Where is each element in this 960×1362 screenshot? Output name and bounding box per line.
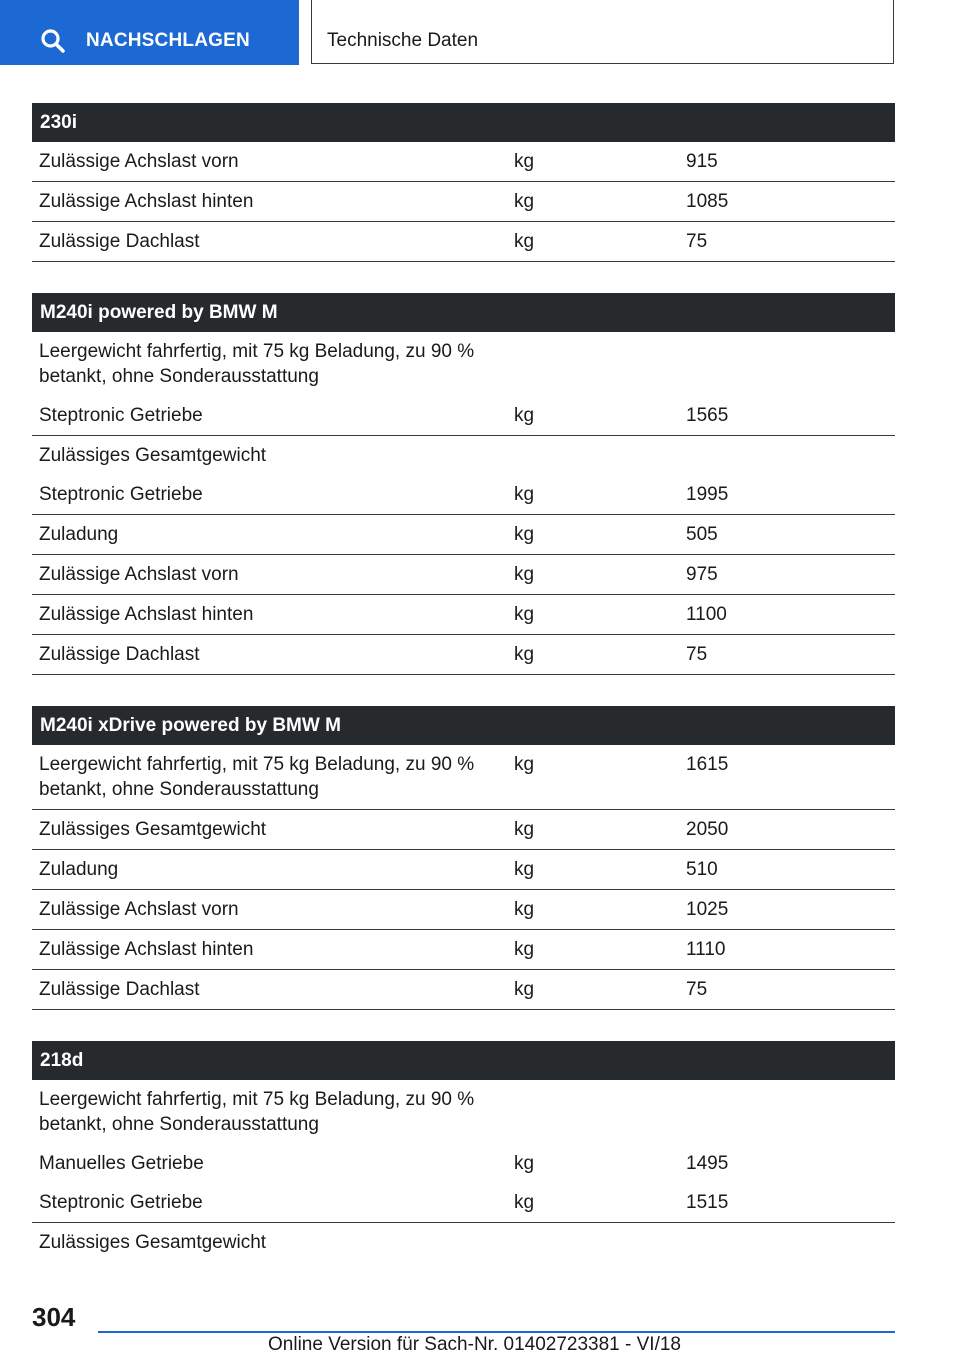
table-row (32, 745, 895, 810)
spec-table (32, 1041, 895, 1262)
row-label: Zulässige Dachlast (39, 231, 200, 252)
row-unit: kg (514, 151, 535, 172)
row-label: Zulässige Achslast vorn (39, 564, 239, 585)
row-unit: kg (514, 564, 535, 585)
row-label: Zulässige Dachlast (39, 644, 200, 665)
table-row (32, 1183, 895, 1223)
row-unit: kg (514, 819, 535, 840)
row-value: 1100 (686, 604, 727, 625)
row-label: Zuladung (39, 859, 119, 880)
row-unit (507, 436, 679, 475)
row-value (679, 436, 895, 475)
table-row (32, 396, 895, 436)
online-version-text: Online Version für Sach-Nr. 01402723381 - VI/18 (268, 1334, 681, 1355)
table-row (32, 635, 895, 675)
table-row (32, 810, 895, 850)
spec-table (32, 103, 895, 262)
table-row (32, 850, 895, 890)
row-label: Zulässige Achslast vorn (39, 899, 239, 920)
row-label: Leergewicht fahrfertig, mit 75 kg Beladung, zu 90 % betankt, ohne Sonderausstattung (39, 1089, 475, 1135)
page-header (0, 0, 960, 66)
row-unit (507, 1080, 679, 1144)
row-label: Zulässiges Gesamtgewicht (39, 819, 267, 840)
row-value: 75 (686, 644, 708, 665)
nav-label: NACHSCHLAGEN (86, 30, 250, 51)
table-row (32, 222, 895, 262)
row-label: Leergewicht fahrfertig, mit 75 kg Beladung, zu 90 % betankt, ohne Sonderausstattung (39, 341, 475, 387)
table-row (32, 970, 895, 1010)
row-value: 75 (686, 231, 708, 252)
nachschlagen-button[interactable] (0, 0, 299, 65)
table-title: 230i (32, 103, 895, 142)
row-unit: kg (514, 644, 535, 665)
spec-table (32, 293, 895, 675)
row-value: 505 (686, 524, 718, 545)
row-unit: kg (514, 484, 535, 505)
section-title-box (311, 0, 894, 64)
row-value: 1495 (686, 1153, 729, 1174)
row-label: Zulässiges Gesamtgewicht (39, 445, 267, 466)
row-value: 2050 (686, 819, 729, 840)
row-label: Zulässige Achslast hinten (39, 191, 254, 212)
row-value: 1085 (686, 191, 729, 212)
page-number: 304 (32, 1302, 76, 1332)
row-unit: kg (514, 979, 535, 1000)
row-label: Zulässige Achslast hinten (39, 939, 254, 960)
row-label: Steptronic Getriebe (39, 405, 203, 426)
row-label: Zulässiges Gesamtgewicht (39, 1232, 267, 1253)
row-unit: kg (514, 231, 535, 252)
row-value (679, 332, 895, 396)
row-value (679, 1080, 895, 1144)
row-unit: kg (514, 899, 535, 920)
row-unit: kg (514, 754, 535, 775)
table-row (32, 1080, 895, 1144)
row-unit: kg (514, 1192, 535, 1213)
table-row (32, 930, 895, 970)
row-value: 1025 (686, 899, 729, 920)
row-value: 1615 (686, 754, 729, 775)
table-row (32, 515, 895, 555)
row-value: 75 (686, 979, 708, 1000)
row-unit: kg (514, 859, 535, 880)
row-value: 1515 (686, 1192, 729, 1213)
table-row (32, 1223, 895, 1262)
table-row (32, 332, 895, 396)
table-title: M240i powered by BMW M (32, 293, 895, 332)
row-value: 510 (686, 859, 718, 880)
row-label: Leergewicht fahrfertig, mit 75 kg Beladung, zu 90 % betankt, ohne Sonderausstattung (39, 754, 475, 800)
row-unit: kg (514, 191, 535, 212)
row-value: 915 (686, 151, 718, 172)
spec-table (32, 706, 895, 1010)
row-unit: kg (514, 405, 535, 426)
row-unit: kg (514, 939, 535, 960)
table-row (32, 1144, 895, 1183)
table-row (32, 475, 895, 515)
table-title: 218d (32, 1041, 895, 1080)
search-icon (40, 28, 66, 54)
table-row (32, 436, 895, 475)
row-value: 975 (686, 564, 718, 585)
table-row (32, 890, 895, 930)
row-unit: kg (514, 1153, 535, 1174)
row-label: Steptronic Getriebe (39, 1192, 203, 1213)
row-label: Zulässige Achslast vorn (39, 151, 239, 172)
row-label: Zulässige Achslast hinten (39, 604, 254, 625)
row-unit (507, 332, 679, 396)
row-label: Zulässige Dachlast (39, 979, 200, 1000)
table-row (32, 595, 895, 635)
row-value (679, 1223, 895, 1262)
spec-tables (32, 103, 895, 1293)
row-label: Zuladung (39, 524, 119, 545)
row-value: 1565 (686, 405, 729, 426)
row-unit: kg (514, 524, 535, 545)
table-row (32, 182, 895, 222)
row-value: 1110 (686, 939, 726, 960)
row-label: Steptronic Getriebe (39, 484, 203, 505)
section-title: Technische Daten (327, 30, 479, 51)
footer-divider (98, 1331, 895, 1333)
row-unit (507, 1223, 679, 1262)
row-unit: kg (514, 604, 535, 625)
table-row (32, 555, 895, 595)
row-label: Manuelles Getriebe (39, 1153, 204, 1174)
table-title: M240i xDrive powered by BMW M (32, 706, 895, 745)
row-value: 1995 (686, 484, 729, 505)
table-row (32, 142, 895, 182)
